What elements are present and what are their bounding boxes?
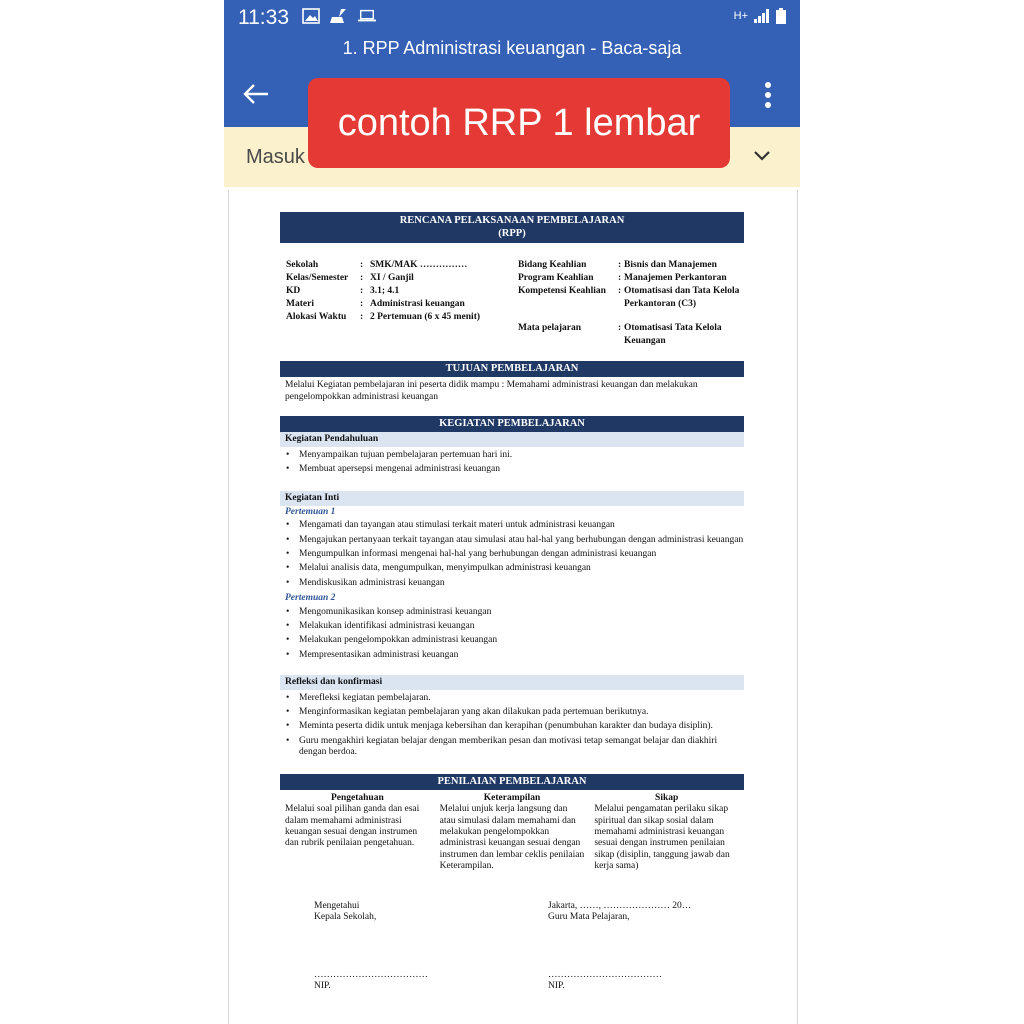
info-value: 3.1; 4.1 (370, 286, 400, 296)
rpp-title-header (280, 212, 744, 243)
info-sep: : (618, 286, 622, 296)
inti-heading: Kegiatan Inti (280, 491, 744, 506)
list-item: • Menginformasikan kegiatan pembelajaran yang akan dilakukan pada pertemuan berikutnya. (285, 707, 744, 719)
meeting1-label: Pertemuan 1 (285, 506, 336, 517)
list-item: • Merefleksi kegiatan pembelajaran. (285, 693, 744, 705)
gallery-icon (302, 8, 320, 24)
list-item: • Melakukan pengelompokkan administrasi keuangan (285, 635, 744, 647)
document-page (228, 190, 798, 1024)
kegiatan-section (280, 416, 744, 759)
info-sep: : (360, 286, 364, 296)
list-item: • Melakukan identifikasi administrasi keuangan (285, 621, 744, 633)
info-value: Administrasi keuangan (370, 299, 465, 309)
info-key: KD (286, 286, 301, 296)
info-key: Kompetensi Keahlian (518, 286, 606, 296)
info-value: SMK/MAK …………… (370, 260, 468, 270)
signal-icon (754, 9, 770, 23)
list-item: • Mengamati dan tayangan atau stimulasi terkait materi untuk administrasi keuangan (285, 520, 744, 532)
identity-info (280, 259, 744, 348)
document-title: 1. RPP Administrasi keuangan - Baca-saja (342, 38, 682, 58)
assessment-title: Keterampilan (483, 792, 541, 803)
list-item: • Mempresentasikan administrasi keuangan (285, 650, 744, 662)
info-row (518, 259, 744, 272)
signature-block (280, 901, 744, 993)
info-sep: : (360, 273, 364, 283)
meeting2-label: Pertemuan 2 (285, 592, 336, 603)
battery-icon (776, 8, 786, 24)
list-item: • Mengajukan pertanyaan terkait tayangan atau simulasi atau hal-hal yang berhubungan dengan administrasi keuangan (285, 535, 744, 547)
rpp-title-line2: (RPP) (498, 228, 526, 239)
list-item: • Mengumpulkan informasi mengenai hal-hal yang berhubungan dengan administrasi keuangan (285, 549, 744, 561)
signin-label[interactable]: Masuk (246, 146, 305, 168)
pendahuluan-heading: Kegiatan Pendahuluan (280, 432, 744, 447)
info-value: 2 Pertemuan (6 x 45 menit) (370, 312, 481, 322)
info-row (518, 272, 744, 285)
rpp-title-line1: RENCANA PELAKSANAAN PEMBELAJARAN (399, 215, 625, 226)
overlay-caption-banner: contoh RRP 1 lembar (308, 78, 730, 168)
info-sep: : (618, 273, 622, 283)
network-type-label: H+ (733, 10, 748, 22)
assessment-column (280, 793, 435, 873)
signature-left (280, 901, 512, 993)
tujuan-text: Melalui Kegiatan pembelajaran ini peserta didik mampu : Memahami administrasi keuangan dan melakukan pengelompokkan administrasi keuangan (285, 380, 698, 402)
info-value: Bisnis dan Manajemen (624, 260, 717, 270)
info-key: Mata pelajaran (518, 323, 582, 333)
assessment-text: Melalui soal pilihan ganda dan esai dalam memahami administrasi keuangan sesuai dengan instrumen dan rubrik penilaian pengetahuan. (285, 804, 420, 849)
signature-left-line2: Kepala Sekolah, (314, 912, 377, 923)
identity-right-column (512, 259, 744, 348)
list-item: • Melalui analisis data, mengumpulkan, menyimpulkan administrasi keuangan (285, 563, 744, 575)
info-sep: : (360, 312, 364, 322)
info-value: Otomatisasi dan Tata Kelola Perkantoran (C3) (624, 286, 740, 309)
tujuan-section (280, 361, 744, 406)
identity-left-column (280, 259, 512, 348)
assessment-title: Pengetahuan (330, 792, 384, 803)
info-key: Bidang Keahlian (518, 260, 587, 270)
list-item: • Mendiskusikan administrasi keuangan (285, 578, 744, 590)
list-item: • Menyampaikan tujuan pembelajaran pertemuan hari ini. (285, 450, 744, 462)
info-row (286, 285, 512, 298)
laptop-icon (358, 8, 376, 24)
pendahuluan-list (280, 450, 744, 476)
info-row (286, 259, 512, 272)
info-sep: : (360, 299, 364, 309)
info-key: Program Keahlian (518, 273, 594, 283)
refleksi-list (280, 693, 744, 759)
inti-list-1 (280, 520, 744, 589)
info-value: Manajemen Perkantoran (624, 273, 727, 283)
kegiatan-heading: KEGIATAN PEMBELAJARAN (280, 416, 744, 432)
assessment-title: Sikap (655, 792, 679, 803)
info-row (286, 298, 512, 311)
info-sep: : (618, 323, 622, 333)
signature-blank: ……………………………… (548, 969, 662, 980)
list-item: • Guru mengakhiri kegiatan belajar dengan memberikan pesan dan motivasi tetap semangat belajar dan diakhiri dengan berdoa. (285, 736, 744, 759)
chevron-down-icon[interactable] (754, 150, 770, 162)
status-time: 11:33 (238, 6, 289, 29)
list-item: • Mengomunikasikan konsep administrasi keuangan (285, 607, 744, 619)
info-key: Materi (286, 299, 314, 309)
signature-left-line1: Mengetahui (314, 900, 360, 911)
tujuan-heading: TUJUAN PEMBELAJARAN (280, 361, 744, 377)
more-options-icon[interactable] (764, 82, 772, 108)
info-value: XI / Ganjil (370, 273, 414, 283)
penilaian-heading: PENILAIAN PEMBELAJARAN (280, 774, 744, 790)
info-key: Sekolah (286, 260, 319, 270)
info-key: Alokasi Waktu (286, 312, 347, 322)
info-row (286, 311, 512, 324)
info-sep: : (618, 260, 622, 270)
back-arrow-icon[interactable] (242, 80, 270, 108)
info-value: Otomatisasi Tata Kelola Keuangan (624, 323, 722, 346)
assessment-column (435, 793, 590, 873)
penilaian-section (280, 774, 744, 873)
rpp-document (280, 212, 744, 993)
list-item: • Meminta peserta didik untuk menjaga kebersihan dan kerapihan (penumbuhan karakter dan budaya disiplin). (285, 721, 744, 733)
assessment-text: Melalui pengamatan perilaku sikap spiritual dan sikap sosial dalam memahami administrasi keuangan sesuai dengan instrumen penilaian sikap (disiplin, tanggung jawab dan kerja sama) (594, 804, 730, 872)
signature-nip: NIP. (548, 981, 565, 992)
signature-right-line2: Guru Mata Pelajaran, (548, 912, 630, 923)
inti-list-2 (280, 607, 744, 661)
status-notification-icons (302, 8, 376, 24)
assessment-column (589, 793, 744, 873)
assessment-text: Melalui unjuk kerja langsung dan atau simulasi dalam memahami dan melakukan pengelompokkan administrasi keuangan sesuai dengan instrumen dan lembar ceklis penilaian Keterampilan. (439, 804, 585, 872)
cleaner-icon (330, 8, 348, 24)
refleksi-heading: Refleksi dan konfirmasi (280, 675, 744, 690)
info-row (286, 272, 512, 285)
list-item: • Membuat apersepsi mengenai administrasi keuangan (285, 464, 744, 476)
info-row (518, 285, 744, 311)
signature-nip: NIP. (314, 981, 331, 992)
signature-blank: ……………………………… (314, 969, 428, 980)
info-key: Kelas/Semester (286, 273, 349, 283)
penilaian-columns (280, 793, 744, 873)
status-system-icons (734, 8, 786, 24)
info-row (518, 322, 744, 348)
signature-right (512, 901, 744, 993)
info-sep: : (360, 260, 364, 270)
signature-right-line1: Jakarta, ……, ………………… 20… (548, 900, 692, 911)
